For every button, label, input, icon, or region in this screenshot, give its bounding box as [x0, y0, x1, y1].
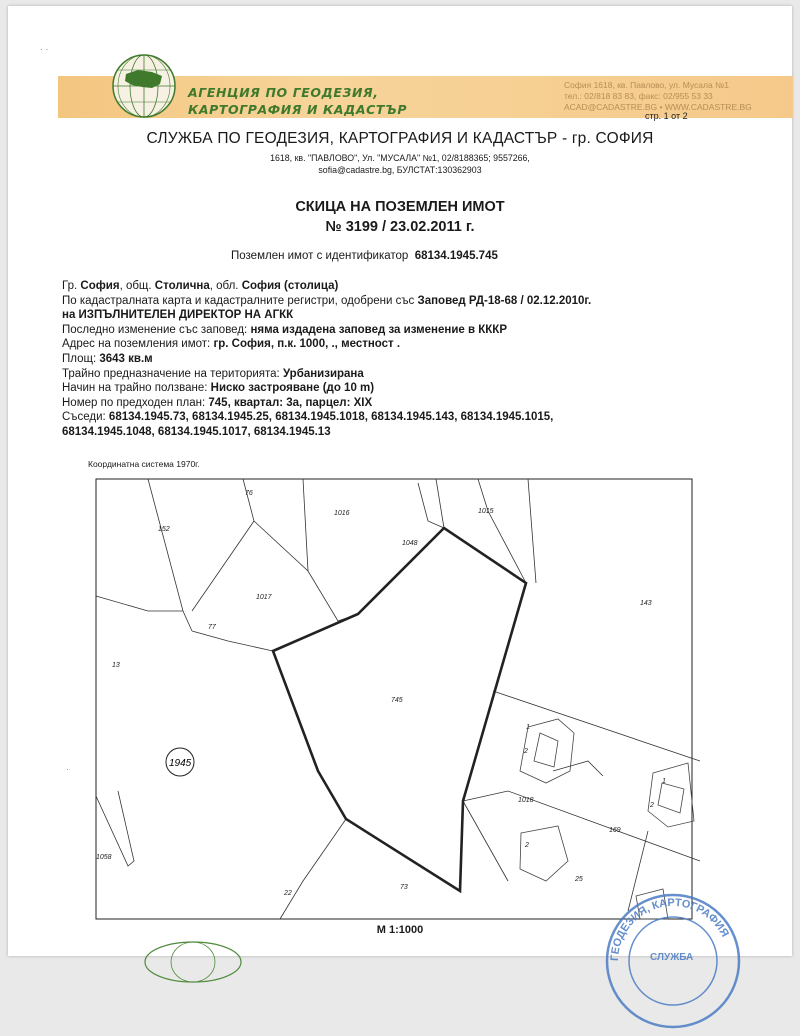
service-address-line2: sofia@cadastre.bg, БУЛСТАТ:130362903 [318, 165, 482, 175]
document-title [8, 197, 792, 237]
boundary [254, 479, 444, 621]
document-page [8, 6, 792, 963]
boundary [280, 819, 346, 919]
parcel-label-745: 745 [391, 697, 403, 704]
boundary [148, 479, 192, 631]
identifier-label: Поземлен имот с идентификатор [231, 250, 409, 262]
parcel-label-76: 76 [245, 490, 253, 497]
parcel-label-1015: 1015 [478, 508, 494, 515]
boundary [192, 479, 254, 611]
neighbors-label: Съседи: [62, 411, 106, 424]
building-outline [520, 826, 568, 881]
building-label-5: 2 [525, 842, 529, 849]
district-label: 1945 [169, 758, 192, 769]
cadastral-map [88, 471, 700, 919]
boundary [553, 761, 603, 776]
contact-address: София 1618, кв. Павлово, ул. Мусала №1 [564, 80, 729, 90]
usage-line [62, 381, 782, 396]
parcel-label-77: 77 [208, 624, 216, 631]
parcel-label-1048: 1048 [402, 540, 418, 547]
parcel-label-25: 25 [575, 876, 583, 883]
address-label: Адрес на поземления имот: [62, 338, 211, 351]
area-value: 3643 кв.м [99, 352, 153, 365]
usage-label: Начин на трайно ползване: [62, 382, 208, 395]
approval-line [62, 294, 782, 309]
purpose-line [62, 367, 782, 382]
agency-name-line2: КАРТОГРАФИЯ И КАДАСТЪР [188, 102, 408, 117]
approved-by-value: на ИЗПЪЛНИТЕЛЕН ДИРЕКТОР НА АГКК [62, 309, 294, 322]
agency-contacts [564, 80, 792, 113]
globe-logo-icon [108, 50, 180, 122]
address-line [62, 337, 782, 352]
scan-mark: · · [40, 44, 49, 54]
parcel-label-1058: 1058 [96, 854, 112, 861]
parcel-label-169: 169 [609, 827, 621, 834]
municipality-prefix: , общ. [119, 280, 152, 292]
previous-plan-label: Номер по предходен план: [62, 396, 206, 409]
property-details [62, 279, 782, 440]
boundary [96, 596, 183, 611]
municipality-value: Столична [154, 280, 210, 292]
property-identifier [231, 250, 498, 262]
service-title: СЛУЖБА ПО ГЕОДЕЗИЯ, КАРТОГРАФИЯ И КАДАСТЪР - гр. СОФИЯ [146, 130, 654, 147]
location-line [62, 279, 782, 294]
contact-phone: тел.: 02/818 83 83, факс: 02/955 53 33 [564, 91, 713, 101]
parcel-label-22: 22 [284, 890, 292, 897]
building-label-2: 2 [524, 748, 528, 755]
area-line [62, 352, 782, 367]
parcel-label-152: 152 [158, 526, 170, 533]
parcel-label-1017: 1017 [256, 594, 272, 601]
parcel-label-143: 143 [640, 600, 652, 607]
purpose-value: Урбанизирана [282, 367, 364, 380]
service-address [8, 152, 792, 176]
agency-name-line1: АГЕНЦИЯ ПО ГЕОДЕЗИЯ, [188, 85, 379, 100]
city-value: София [80, 280, 120, 292]
last-change-value: няма издадена заповед за изменение в КККР [250, 323, 507, 336]
approved-by-line [62, 308, 782, 323]
boundary [463, 791, 700, 861]
previous-plan-line [62, 396, 782, 411]
address-value: гр. София, п.к. 1000, ., местност . [213, 338, 401, 351]
contact-web: ACAD@CADASTRE.BG • WWW.CADASTRE.BG [564, 102, 752, 112]
parcel-745-outline [273, 528, 526, 891]
neighbors-line-2 [62, 425, 782, 440]
building-label-3: 1 [662, 778, 666, 785]
boundary [463, 801, 508, 881]
coordinate-system: Координатна система 1970г. [88, 459, 200, 469]
boundary [303, 479, 308, 571]
purpose-label: Трайно предназначение на територията: [62, 367, 280, 380]
neighbors-value-1: 68134.1945.73, 68134.1945.25, 68134.1945.1018, 68134.1945.143, 68134.1945.1015, [108, 411, 554, 424]
parcel-label-1018: 1018 [518, 797, 534, 804]
boundary [528, 479, 536, 583]
area-label: Площ: [62, 352, 97, 365]
approval-value: Заповед РД-18-68 / 02.12.2010г. [417, 294, 592, 307]
city-prefix: Гр. [62, 280, 78, 292]
service-address-line1: 1618, кв. "ПАВЛОВО", Ул. "МУСАЛА" №1, 02/8188365; 9557266, [270, 153, 530, 163]
page-number: стр. 1 от 2 [645, 111, 688, 121]
region-prefix: , обл. [209, 280, 239, 292]
last-change-label: Последно изменение със заповед: [62, 323, 248, 336]
neighbors-line [62, 410, 782, 425]
parcel-label-1016: 1016 [334, 510, 350, 517]
building-outline [648, 763, 694, 827]
usage-value: Ниско застрояване (до 10 m) [210, 382, 375, 395]
building-label-4: 2 [650, 802, 654, 809]
document-title-text: СКИЦА НА ПОЗЕМЛЕН ИМОТ [295, 199, 505, 215]
region-value: София (столица) [241, 280, 339, 292]
parcel-label-13: 13 [112, 662, 120, 669]
neighbors-value-2: 68134.1945.1048, 68134.1945.1017, 68134.1945.13 [62, 425, 331, 438]
building-label-1: 1 [526, 724, 530, 731]
boundary [192, 631, 273, 651]
approval-label: По кадастралната карта и кадастралните регистри, одобрени със [62, 294, 415, 307]
building-outline [658, 783, 684, 813]
bottom-globe-logo-icon [138, 938, 248, 962]
identifier-value: 68134.1945.745 [414, 250, 498, 262]
official-stamp [598, 886, 748, 1036]
map-scale: М 1:1000 [376, 924, 424, 936]
previous-plan-value: 745, квартал: 3а, парцел: XIX [208, 396, 373, 409]
building-outline [534, 733, 558, 767]
last-change-line [62, 323, 782, 338]
scan-mark: · [66, 764, 69, 774]
agency-name [188, 84, 407, 118]
document-number: № 3199 / 23.02.2011 г. [325, 219, 475, 235]
stamp-inner-text: СЛУЖБА [650, 952, 694, 963]
parcel-label-73: 73 [400, 884, 408, 891]
boundary [273, 651, 346, 819]
stamp-text: ГЕОДЕЗИЯ, КАРТОГРАФИЯ [608, 896, 731, 962]
